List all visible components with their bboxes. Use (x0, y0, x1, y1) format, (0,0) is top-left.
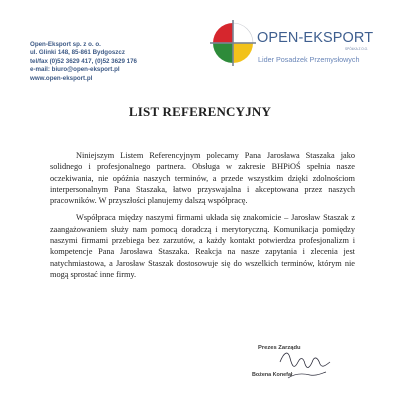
document-title: LIST REFERENCYJNY (128, 104, 272, 119)
logo-brand-name: OPEN-EKSPORT (257, 30, 374, 46)
company-address: ul. Glinki 148, 85-861 Bydgoszcz (30, 49, 125, 57)
company-website: www.open-eksport.pl (30, 74, 93, 82)
company-contact-block (30, 41, 137, 83)
logo-company-type: SPÓŁKA Z O.O. (345, 47, 369, 51)
company-name: Open-Eksport sp. z o. o. (30, 41, 101, 48)
signature-block (250, 340, 360, 390)
signature-title: Prezes Zarządu (258, 345, 301, 351)
logo-emblem-icon (210, 20, 256, 66)
signatory-name: Bożena Konefał (252, 372, 293, 378)
company-phone: tel/fax (0)52 3629 417, (0)52 3629 176 (30, 57, 137, 65)
handwritten-signature-icon (250, 340, 360, 390)
letter-paragraph-1: Niniejszym Listem Referencyjnym polecamy Pana Jarosława Staszaka jako solidnego i profesjonalnego partnera. Obsługa w zakresie BHPiOŚ spełnia nasze oczekiwania, nie opóźnia naszych terminów, a przede wszystkim dzięki zdolnościom interpersonalnym Pana Staszaka, łatwo przyswajalna i akceptowana przez naszych pracowników. W przyszłości planujemy dalszą współpracę. (50, 151, 355, 206)
logo-tagline: Lider Posadzek Przemysłowych (258, 55, 360, 64)
letter-body (50, 150, 355, 286)
company-email: e-mail: biuro@open-eksport.pl (30, 66, 120, 74)
letter-paragraph-2: Współpraca między naszymi firmami układa się znakomicie – Jarosław Staszak z zaangażowaniem służy nam pomocą doradczą i merytoryczną. Komunikacja pomiędzy naszymi firmami przebiega bez zarzutów, a każdy kontakt potwierdza profesjonalizm i kompetencje Pana Jarosława Staszaka. Reakcja na nasze zapytania i zlecenia jest natychmiastowa, a Jarosław Staszak dostosowuje się do wszelkich terminów, którym nie mogą sprostać inne firmy. (50, 213, 355, 279)
company-logo (210, 20, 380, 70)
